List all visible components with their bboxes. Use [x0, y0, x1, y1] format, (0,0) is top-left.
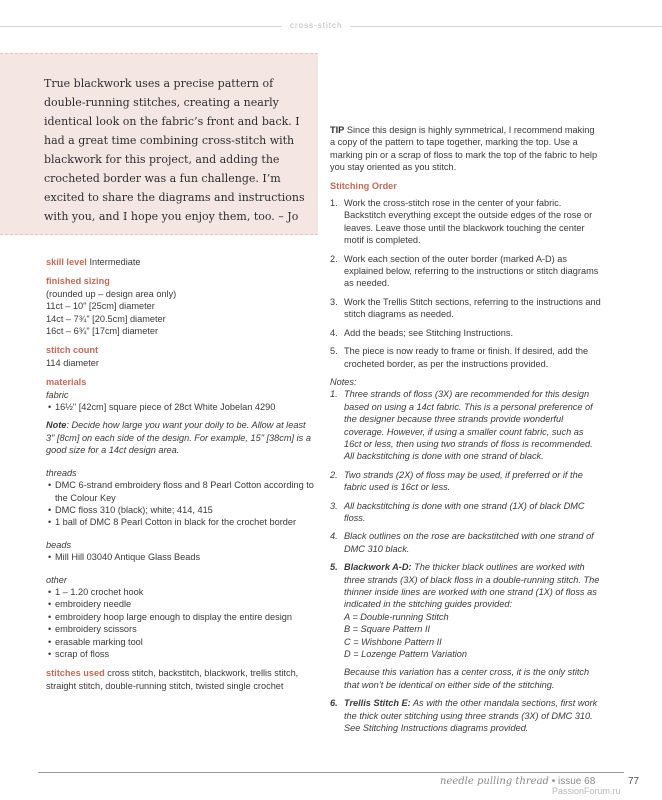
- notes-heading: Notes:: [330, 376, 357, 387]
- publication-name: needle pulling thread: [440, 776, 549, 787]
- note-label: Note: [46, 420, 67, 431]
- pattern-line: A = Double-running Stitch: [344, 611, 449, 622]
- note-text: The thicker black outlines are worked with three strands (3X) of black floss in a double-running stitch. The thinner inside lines are worked with one strand (1X) of floss as indicated in the stitching guides provided:: [344, 562, 600, 610]
- fabric-list: [46, 401, 314, 413]
- list-item: • embroidery scissors: [46, 623, 314, 635]
- other-label: other: [46, 574, 67, 585]
- specs-column: [46, 256, 314, 692]
- sizing-line: 16ct – 6¾" [17cm] diameter: [46, 326, 159, 337]
- sizing-line: 14ct – 7¾" [20.5cm] diameter: [46, 313, 166, 324]
- list-item: • scrap of floss: [46, 648, 314, 660]
- step-number: 1.: [330, 198, 338, 209]
- stitches-used-label: stitches used: [46, 668, 105, 679]
- note-text: : Decide how large you want your doily to be. Allow at least 3" [8cm] on each side of the design. For example, 15" [38cm] is a good size for a 14ct design area.: [46, 420, 311, 456]
- note-number: 1.: [330, 389, 338, 400]
- stitch-count-value: 114 diameter: [46, 357, 99, 368]
- beads-label: beads: [46, 539, 72, 550]
- watermark: PassionForum.ru: [552, 786, 621, 796]
- notes-list: [330, 388, 602, 734]
- list-item: [330, 197, 602, 247]
- fabric-label: fabric: [46, 389, 69, 400]
- footer-rule: [38, 772, 624, 773]
- note-number: 6.: [330, 698, 338, 709]
- note-extra: Because this variation has a center cross, it is the only stitch that won’t be identical on either side of the stitching.: [344, 667, 590, 690]
- page-number: 77: [628, 776, 640, 787]
- list-item: • 1 ball of DMC 8 Pearl Cotton in black for the crochet border: [46, 516, 314, 528]
- list-item: • embroidery needle: [46, 598, 314, 610]
- sizing-line: (rounded up – design area only): [46, 288, 177, 299]
- step-text: Add the beads; see Stitching Instructions.: [344, 327, 514, 338]
- step-text: The piece is now ready to frame or finish. If desired, add the crocheted border, as per the instructions provided.: [344, 346, 589, 369]
- list-item: • 1 – 1.20 crochet hook: [46, 586, 314, 598]
- threads-label: threads: [46, 467, 77, 478]
- list-item: • embroidery hoop large enough to display the entire design: [46, 611, 314, 623]
- pattern-line: C = Wishbone Pattern II: [344, 636, 442, 647]
- note-number: 3.: [330, 500, 338, 511]
- fabric-note: [46, 419, 314, 456]
- list-item: [330, 697, 602, 734]
- sizing-line: 11ct – 10" [25cm] diameter: [46, 301, 155, 312]
- blackwork-label: Blackwork A-D:: [344, 562, 412, 573]
- list-item: [330, 253, 602, 290]
- list-item: [330, 388, 602, 462]
- step-number: 3.: [330, 296, 338, 307]
- stitches-used: [46, 667, 314, 692]
- tip-text: Since this design is highly symmetrical, I recommend making a copy of the pattern to tape together, marking the top. Use a marking pin or a scrap of floss to mark the top of the fabric to help you stay oriented as you stitch.: [330, 125, 598, 173]
- tip-label: TIP: [330, 125, 345, 135]
- skill-level-value: Intermediate: [89, 257, 141, 267]
- skill-level: [46, 256, 314, 268]
- list-item: • DMC floss 310 (black); white; 414, 415: [46, 504, 314, 516]
- pattern-line: B = Square Pattern II: [344, 624, 431, 635]
- tip-paragraph: [330, 124, 602, 174]
- list-item: [330, 345, 602, 370]
- step-number: 4.: [330, 327, 338, 338]
- issue-number: • issue 68: [551, 776, 596, 787]
- note-number: 2.: [330, 469, 338, 480]
- list-item: [330, 561, 602, 691]
- intro-text: True blackwork uses a precise pattern of double-running stitches, creating a nearly identical look on the fabric’s front and back. I had a great time combining cross-stitch with blackwork for this project, and adding the crocheted border was a fun challenge. I’m excited to share the diagrams and instructions with you, and I hope you enjoy them, too. – Jo: [44, 77, 305, 223]
- note-text: All backstitching is done with one strand (1X) of black DMC floss.: [344, 500, 585, 523]
- other-list: [46, 586, 314, 660]
- list-item: [330, 327, 602, 339]
- skill-level-label: skill level: [46, 257, 87, 267]
- note-text: Black outlines on the rose are backstitched with one strand of DMC 310 black.: [344, 531, 594, 554]
- list-item: [330, 296, 602, 321]
- list-item: [330, 530, 602, 555]
- list-item: • 16½" [42cm] square piece of 28ct White Jobelan 4290: [46, 401, 314, 413]
- trellis-label: Trellis Stitch E:: [344, 698, 411, 709]
- stitching-order-list: [330, 197, 602, 370]
- step-number: 2.: [330, 253, 338, 264]
- list-item: • erasable marking tool: [46, 636, 314, 648]
- list-item: [330, 469, 602, 494]
- note-number: 4.: [330, 531, 338, 542]
- note-text: Two strands (2X) of floss may be used, if preferred or if the fabric used is 16ct or less.: [344, 469, 583, 493]
- stitch-count-heading: stitch count: [46, 345, 99, 356]
- step-number: 5.: [330, 346, 338, 357]
- section-label: cross-stitch: [282, 21, 350, 30]
- pattern-line: D = Lozenge Pattern Variation: [344, 649, 468, 660]
- list-item: [330, 500, 602, 525]
- beads-list: [46, 551, 314, 563]
- finished-sizing-heading: finished sizing: [46, 276, 110, 287]
- note-number: 5.: [330, 562, 338, 573]
- step-text: Work the Trellis Stitch sections, referring to the instructions and stitch diagrams as needed.: [344, 296, 601, 320]
- threads-list: [46, 479, 314, 529]
- step-text: Work the cross-stitch rose in the center of your fabric. Backstitch everything except the outside edges of the rose or leaves. Leave those until the blackwork touching the center motif is completed.: [344, 198, 593, 246]
- step-text: Work each section of the outer border (marked A-D) as explained below, referring to the instructions or stitch diagrams as needed.: [344, 253, 599, 289]
- list-item: • Mill Hill 03040 Antique Glass Beads: [46, 551, 314, 563]
- note-text: As with the other mandala sections, first work the thick outer stitching using three strands (3X) of DMC 310. See Stitching Instructions diagrams provided.: [344, 698, 598, 734]
- stitching-order-heading: Stitching Order: [330, 180, 397, 191]
- stitches-used-value: cross stitch, backstitch, blackwork, trellis stitch, straight stitch, double-running stitch, twisted single crochet: [46, 668, 299, 691]
- list-item: • DMC 6-strand embroidery floss and 8 Pearl Cotton according to the Colour Key: [46, 479, 314, 504]
- instructions-column: [330, 124, 602, 740]
- note-text: Three strands of floss (3X) are recommended for this design based on using a 14ct fabric. This is a personal preference of the designer because three strands provide wonderful coverage. However, if using a smaller count fabric, such as 16ct or less, then using two strands of floss is recommended. All backstitching is done with one strand of black.: [344, 389, 593, 462]
- materials-heading: materials: [46, 377, 87, 388]
